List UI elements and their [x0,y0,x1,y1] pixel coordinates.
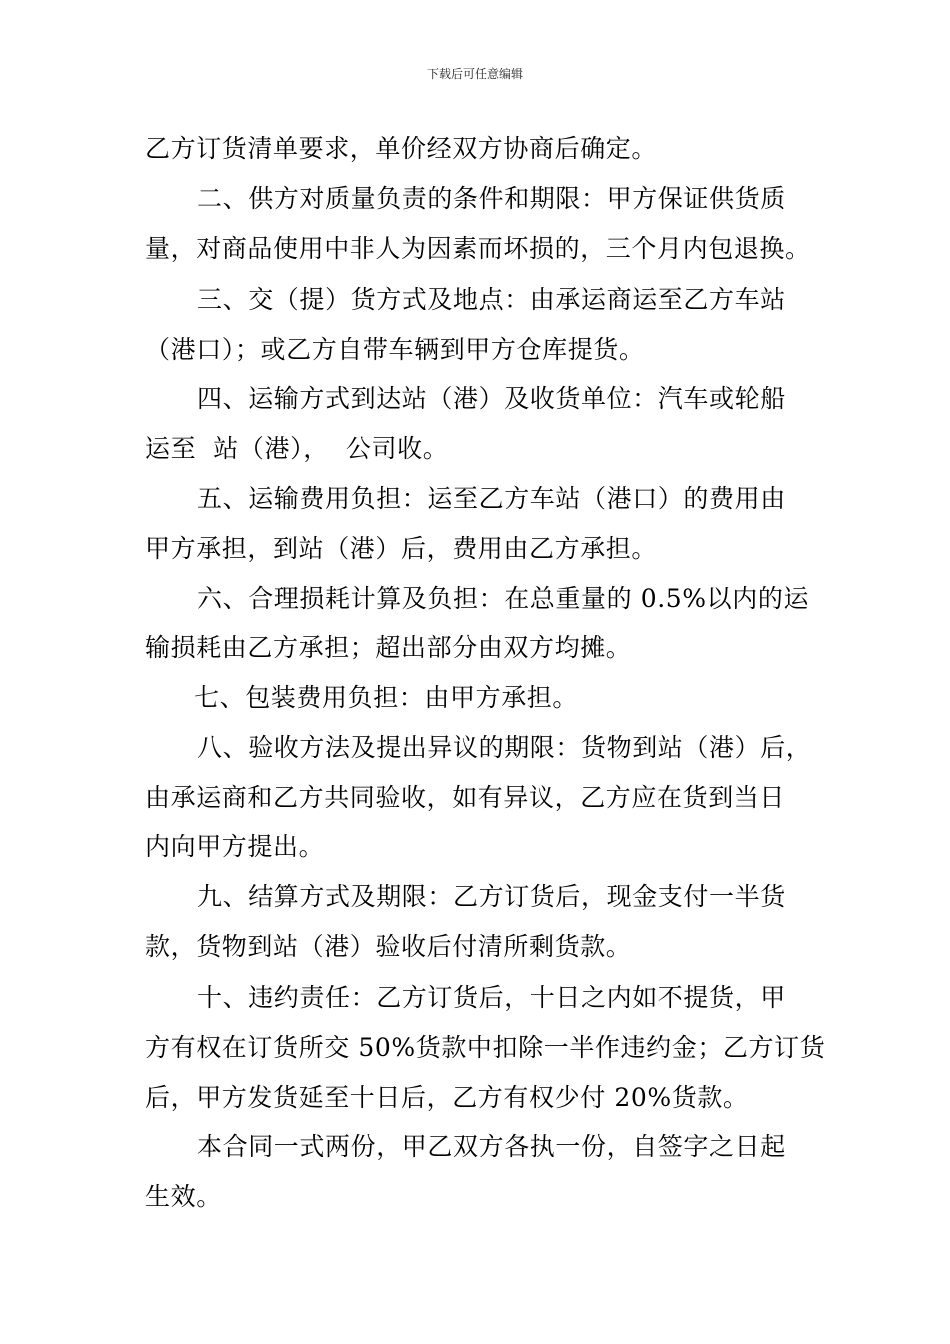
text-line: 输损耗由乙方承担；超出部分由双方均摊。 [145,633,632,662]
text-line: 十、违约责任：乙方订货后，十日之内如不提货，甲 [197,983,786,1012]
page-header-note: 下载后可任意编辑 [426,67,523,81]
text-line: 九、结算方式及期限：乙方订货后，现金支付一半货 [197,882,786,911]
text-line: 运至 站（港）， 公司收。 [145,434,449,463]
text-line: 由承运商和乙方共同验收，如有异议，乙方应在货到当日 [145,783,786,812]
text-line: 量，对商品使用中非人为因素而坏损的，三个月内包退换。 [145,234,811,263]
text-line: 七、包装费用负担：由甲方承担。 [194,683,579,712]
text-line: 四、运输方式到达站（港）及收货单位：汽车或轮船 [197,384,786,413]
text-line: 甲方承担，到站（港）后，费用由乙方承担。 [145,534,658,563]
text-line: 乙方订货清单要求，单价经双方协商后确定。 [145,134,658,163]
text-line: 六、合理损耗计算及负担：在总重量的 0.5%以内的运 [197,584,810,613]
text-line: 款，货物到站（港）验收后付清所剩货款。 [145,932,632,961]
text-line: 三、交（提）货方式及地点：由承运商运至乙方车站 [197,285,786,314]
text-line: 后，甲方发货延至十日后，乙方有权少付 20%货款。 [145,1083,749,1112]
text-line: 生效。 [145,1182,222,1211]
text-line: 方有权在订货所交 50%货款中扣除一半作违约金；乙方订货 [145,1033,826,1062]
text-line: 本合同一式两份，甲乙双方各执一份，自签字之日起 [197,1132,786,1161]
text-line: 五、运输费用负担：运至乙方车站（港口）的费用由 [197,484,786,513]
text-line: 八、验收方法及提出异议的期限：货物到站（港）后， [197,733,812,762]
text-line: （港口）；或乙方自带车辆到甲方仓库提货。 [145,335,645,364]
text-line: 二、供方对质量负责的条件和期限：甲方保证供货质 [197,184,786,213]
text-line: 内向甲方提出。 [145,832,325,861]
